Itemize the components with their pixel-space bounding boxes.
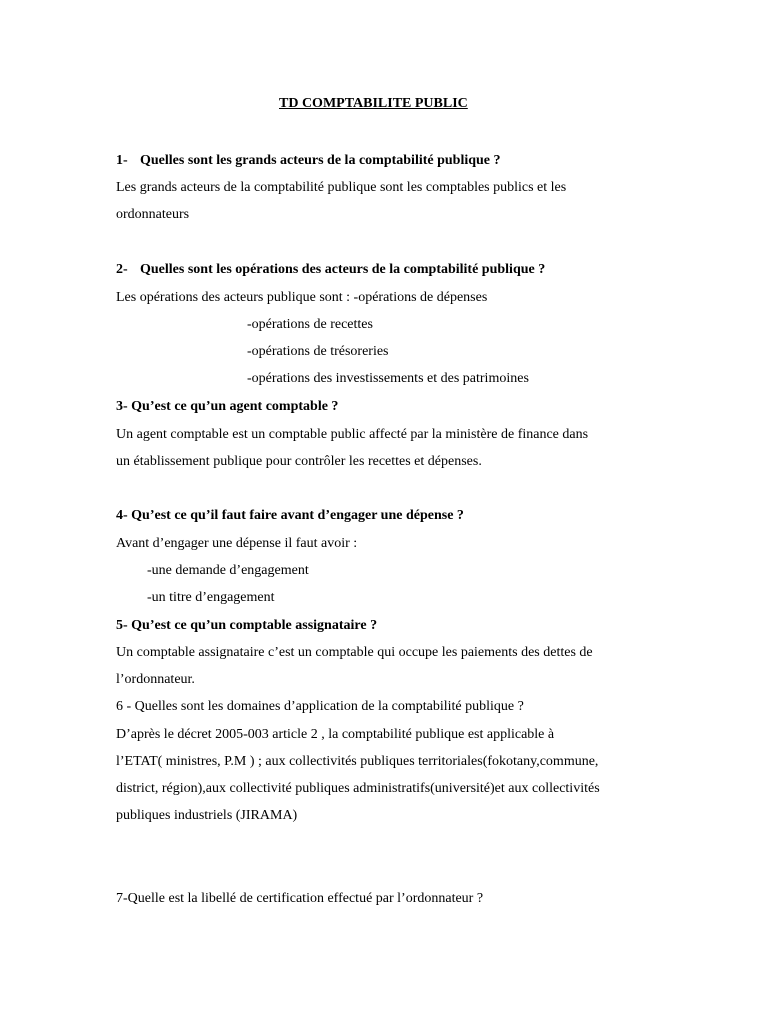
question-5: 5- Qu’est ce qu’un comptable assignataire ? [116, 618, 378, 633]
question-1 [116, 152, 501, 170]
question-2 [116, 261, 545, 279]
answer-6-line: l’ETAT( ministres, P.M ) ; aux collectivités publiques territoriales(fokotany,commune, [116, 754, 599, 769]
answer-1-line-1: Les grands acteurs de la comptabilité publique sont les comptables publics et les [116, 180, 567, 195]
answer-3-line-2: un établissement publique pour contrôler les recettes et dépenses. [116, 454, 482, 469]
question-6: 6 - Quelles sont les domaines d’application de la comptabilité publique ? [116, 699, 524, 714]
answer-5-line-1: Un comptable assignataire c’est un comptable qui occupe les paiements des dettes de [116, 645, 593, 660]
question-4: 4- Qu’est ce qu’il faut faire avant d’engager une dépense ? [116, 508, 464, 523]
answer-2-intro: Les opérations des acteurs publique sont : -opérations de dépenses [116, 290, 488, 305]
question-3: 3- Qu’est ce qu’un agent comptable ? [116, 399, 339, 414]
answer-2-item: -opérations de trésoreries [247, 344, 389, 359]
answer-2-item: -opérations des investissements et des patrimoines [247, 371, 529, 386]
answer-4-item: -une demande d’engagement [147, 563, 309, 578]
answer-6-line: publiques industriels (JIRAMA) [116, 808, 298, 823]
document-title: TD COMPTABILITE PUBLIC [279, 96, 468, 111]
answer-4-item: -un titre d’engagement [147, 590, 275, 605]
answer-5-line-2: l’ordonnateur. [116, 672, 195, 687]
answer-2-item: -opérations de recettes [247, 317, 373, 332]
question-7: 7-Quelle est la libellé de certification effectué par l’ordonnateur ? [116, 891, 484, 906]
answer-4-intro: Avant d’engager une dépense il faut avoir : [116, 536, 358, 551]
question-2-number: 2- [116, 262, 128, 277]
answer-3-line-1: Un agent comptable est un comptable public affecté par la ministère de finance dans [116, 427, 589, 442]
answer-6-line: D’après le décret 2005-003 article 2 , la comptabilité publique est applicable à [116, 727, 555, 742]
question-1-text: Quelles sont les grands acteurs de la comptabilité publique ? [140, 153, 501, 168]
question-2-text: Quelles sont les opérations des acteurs de la comptabilité publique ? [140, 262, 546, 277]
answer-1-line-2: ordonnateurs [116, 207, 190, 222]
question-1-number: 1- [116, 153, 128, 168]
answer-6-line: district, région),aux collectivité publiques administratifs(université)et aux collectivités [116, 781, 600, 796]
